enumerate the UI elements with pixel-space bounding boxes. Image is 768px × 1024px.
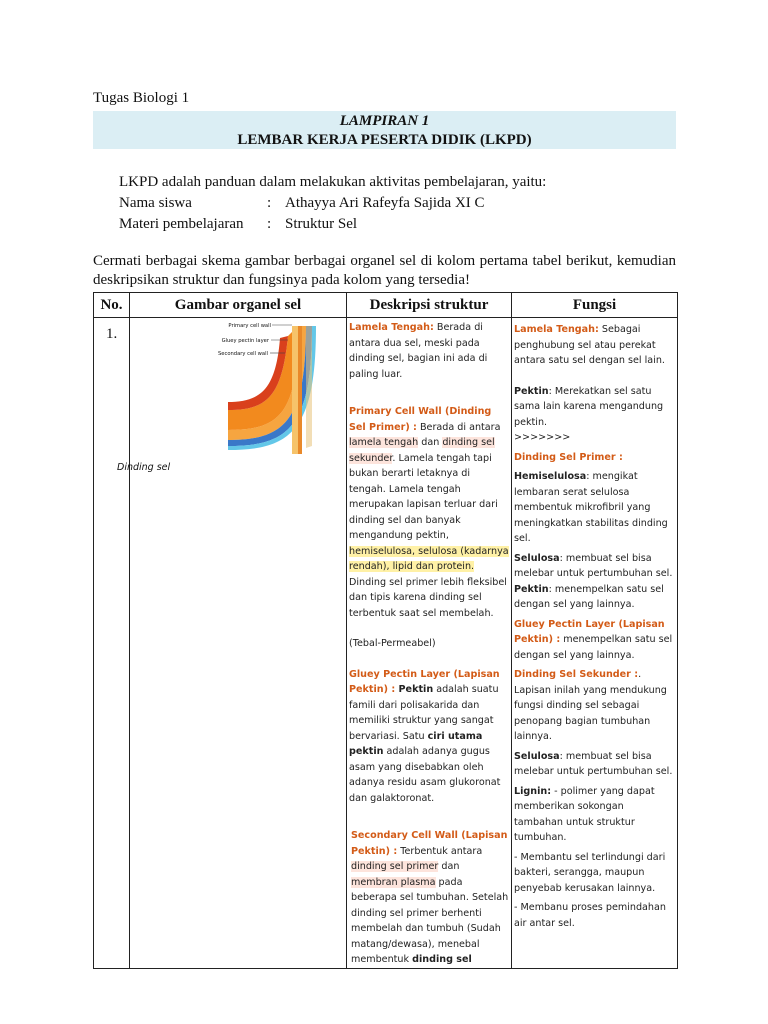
desc-primary <box>349 404 509 621</box>
wall-slab-front <box>292 326 298 454</box>
fungsi-pektin <box>514 384 675 431</box>
fungsi-gluey-text: menempelkan satu sel dengan sel yang lainnya. <box>514 634 673 661</box>
desc-tebal: (Tebal-Permeabel) <box>349 638 436 649</box>
label-primary-cell-wall: Primary cell wall <box>228 323 271 329</box>
desc-primary-t3: . Lamela tengah tapi bukan berarti letaknya di tengah. Lamela tengah merupakan lapisan terluar dari dinding sel dan banyak mengandung pektin, <box>349 452 498 541</box>
fungsi-gluey-heading: Gluey Pectin Layer (Lapisan Pektin) : <box>514 618 665 645</box>
materi-colon: : <box>267 216 272 232</box>
desc-gluey-heading: Gluey Pectin Layer (Lapisan Pektin) : <box>349 668 500 695</box>
desc-lamela <box>349 320 509 382</box>
desc-lamela-heading: Lamela Tengah: <box>349 322 434 333</box>
desc-secondary-t2: dan <box>438 861 460 872</box>
desc-primary-hl1: lamela tengah <box>349 437 419 448</box>
desc-primary-heading: Primary Cell Wall (Dinding Sel Primer) : <box>349 406 492 433</box>
fungsi-sel1-b: Selulosa <box>514 552 560 564</box>
figure-caption: Dinding sel <box>117 462 171 473</box>
table-header-row <box>94 293 678 318</box>
fungsi-lignin-text: - polimer yang dapat memberikan sokongan tambahan untuk struktur tumbuhan. <box>514 785 655 843</box>
fungsi-pek2-b: Pektin <box>514 583 549 595</box>
fungsi-sekunder-heading: Dinding Sel Sekunder : <box>514 669 639 680</box>
figure-cell <box>130 318 347 969</box>
fungsi-membanu: - Membanu proses pemindahan air antar sel. <box>514 902 666 929</box>
fungsi-sekunder <box>514 667 675 745</box>
desc-secondary-b: dinding sel <box>412 954 472 965</box>
lkpd-title: LEMBAR KERJA PESERTA DIDIK (LKPD) <box>237 132 532 148</box>
label-secondary-cell-wall: Secondary cell wall <box>217 351 268 357</box>
document-title: Tugas Biologi 1 <box>93 90 190 106</box>
fungsi-sel2-text: : membuat sel bisa melebar untuk pertumbuhan sel. <box>514 750 673 777</box>
table-row <box>94 318 678 969</box>
desc-secondary-t1: Terbentuk antara <box>397 845 483 857</box>
fungsi-gluey <box>514 617 675 664</box>
fungsi-pek2-text: : menempelkan satu sel dengan sel yang lainnya. <box>514 583 664 610</box>
header-fungsi: Fungsi <box>512 293 678 318</box>
fungsi-sekunder-text: . Lapisan inilah yang mendukung fungsi dinding sel sebagai penopang bagian tumbuhan lainnya. <box>514 669 667 742</box>
fungsi-pektin-2 <box>514 582 675 613</box>
fungsi-pektin-b: Pektin <box>514 385 549 397</box>
desc-primary-t1: Berada di antara <box>416 421 501 433</box>
fungsi-lignin-b: Lignin: <box>514 785 552 797</box>
desc-secondary-t3: pada beberapa sel tumbuhan. Setelah dinding sel primer berhenti membelah dan tumbuh (Sudah matang/dewasa), menebal membentuk <box>351 876 509 965</box>
desc-secondary-hl2: membran plasma <box>351 876 436 888</box>
fungsi-sel1-text: : membuat sel bisa melebar untuk pertumbuhan sel. <box>514 552 673 579</box>
header-deskripsi: Deskripsi struktur <box>347 293 512 318</box>
desc-primary-hl2: dinding sel sekunder <box>349 437 495 464</box>
intro-line: LKPD adalah panduan dalam melakukan aktivitas pembelajaran, yaitu: <box>119 174 547 190</box>
fungsi-selulosa-1 <box>514 551 675 582</box>
deskripsi-cell <box>347 318 512 969</box>
nama-label: Nama siswa <box>119 195 192 211</box>
fungsi-membantu: - Membantu sel terlindungi dari bakteri, serangga, maupun penyebab kerusakan lainnya. <box>514 851 666 894</box>
lkpd-table <box>93 292 678 969</box>
materi-value: Struktur Sel <box>285 216 358 232</box>
desc-secondary-heading: Secondary Cell Wall (Lapisan Pektin) : <box>351 830 508 857</box>
desc-lamela-text: Berada di antara dua sel, meski pada dinding sel, bagian ini ada di paling luar. <box>349 322 488 380</box>
fungsi-primer-heading-text: Dinding Sel Primer : <box>514 451 623 463</box>
fungsi-lignin <box>514 784 675 846</box>
fungsi-arrows: >>>>>>> <box>514 432 571 443</box>
wall-edge-shape <box>306 326 312 448</box>
desc-primary-t4: Dinding sel primer lebih fleksibel dan tipis karena dinding sel terbentuk saat sel membelah. <box>349 576 507 619</box>
desc-gluey-t1: adalah suatu famili dari polisakarida dan memiliki struktur yang sangat bervariasi. Satu <box>349 684 499 742</box>
fungsi-hemi-text: : mengikat lembaran serat selulosa membentuk mikrofibril yang meningkatkan stabilitas dinding sel. <box>514 471 668 544</box>
instruction-text: Cermati berbagai skema gambar berbagai organel sel di kolom pertama tabel berikut, kemudian deskripsikan struktur dan fungsinya pada kolom yang tersedia! <box>93 253 676 288</box>
label-gluey-pectin-layer: Gluey pectin layer <box>221 338 269 344</box>
fungsi-lamela-heading: Lamela Tengah: <box>514 324 599 335</box>
desc-primary-t2: dan <box>418 437 443 448</box>
fungsi-hemiselulosa <box>514 469 675 547</box>
desc-gluey-b2: ciri utama pektin <box>349 730 483 757</box>
desc-gluey-b1: Pektin <box>395 684 434 695</box>
info-row-materi <box>119 214 546 235</box>
desc-gluey-t2: adalah adanya gugus asam yang disebabkan oleh adanya residu asam glukoronat dan galaktoronat. <box>349 746 501 804</box>
fungsi-hemi-b: Hemiselulosa <box>514 471 587 482</box>
desc-primary-hl3: hemiselulosa, selulosa (kadarnya rendah), lipid dan protein. <box>349 545 509 572</box>
desc-gluey <box>349 667 509 807</box>
header-no: No. <box>94 293 130 318</box>
desc-secondary-hl1: dinding sel primer <box>351 861 439 872</box>
materi-label: Materi pembelajaran <box>119 216 244 232</box>
wall-slab-side <box>298 326 302 454</box>
row-number: 1. <box>94 318 130 969</box>
fungsi-sel2-b: Selulosa <box>514 750 560 762</box>
fungsi-selulosa-2 <box>514 749 675 780</box>
lampiran-label: LAMPIRAN 1 <box>339 113 430 129</box>
fungsi-lamela-text: Sebagai penghubung sel atau perekat antara satu sel dengan sel lain. <box>514 324 665 366</box>
header-gambar: Gambar organel sel <box>130 293 347 318</box>
fungsi-primer-heading <box>514 450 675 466</box>
intro-section <box>119 172 546 235</box>
fungsi-lamela <box>514 322 675 369</box>
desc-secondary <box>349 828 509 968</box>
fungsi-cell <box>512 318 678 969</box>
info-row-nama <box>119 193 546 214</box>
lampiran-banner <box>93 111 676 149</box>
fungsi-pektin-text: : Merekatkan sel satu sama lain karena mengandung pektin. <box>514 385 664 428</box>
nama-value: Athayya Ari Rafeyfa Sajida XI C <box>285 195 485 211</box>
nama-colon: : <box>267 195 272 211</box>
